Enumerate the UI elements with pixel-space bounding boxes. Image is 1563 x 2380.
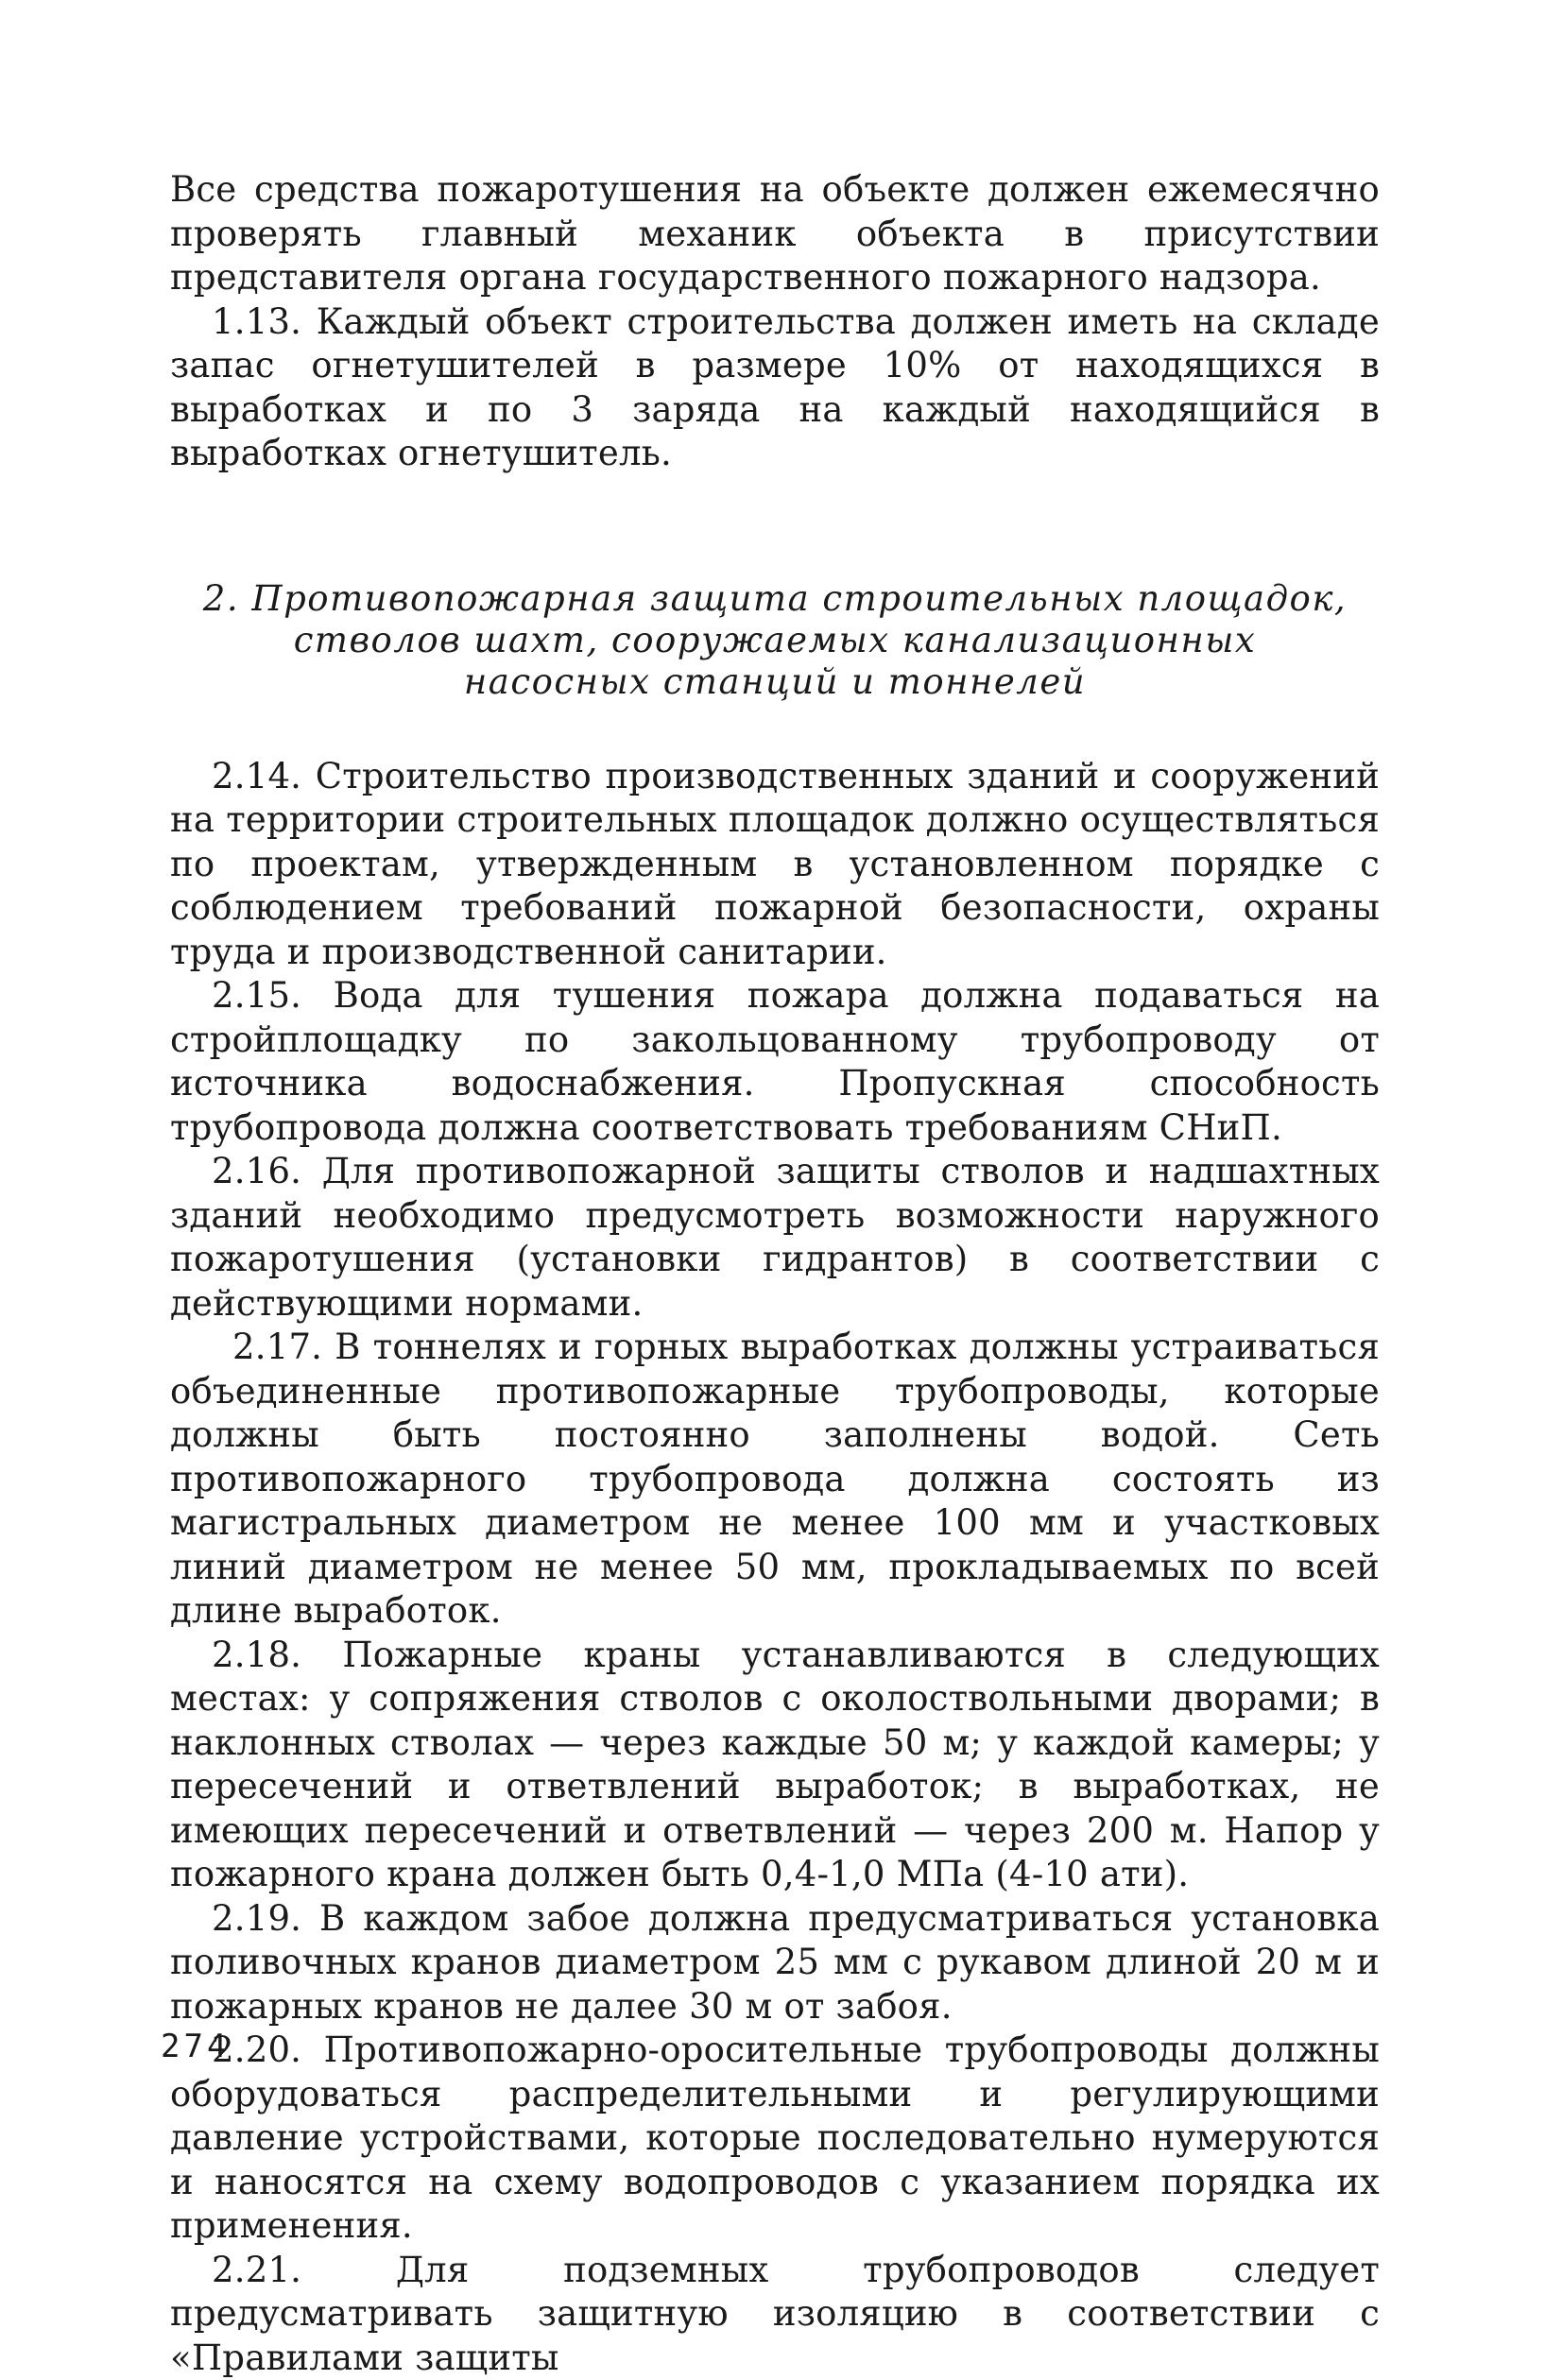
paragraph-2-20: 2.20. Противопожарно-оросительные трубопроводы должны оборудоваться распределительными и регулирующими давление устройствами, которые последовательно нумеруются и наносятся на схему водопроводов с указанием порядка их применения.	[170, 2029, 1380, 2249]
document-page	[170, 168, 1380, 2380]
paragraph-2-19: 2.19. В каждом забое должна предусматриваться установка поливочных кранов диаметром 25 мм с рукавом длиной 20 м и пожарных кранов не далее 30 м от забоя.	[170, 1897, 1380, 2029]
paragraph-2-14: 2.14. Строительство производственных зданий и сооружений на территории строительных площадок должно осуществляться по проектам, утвержденным в установленном порядке с соблюдением требований пожарной безопасности, охраны труда и производственной санитарии.	[170, 755, 1380, 975]
page-number: 274	[161, 2028, 230, 2065]
section-heading-line-1: 2. Противопожарная защита строительных площадок,	[170, 578, 1380, 620]
section-heading-line-3: насосных станций и тоннелей	[170, 661, 1380, 703]
paragraph-1-13: 1.13. Каждый объект строительства должен иметь на складе запас огнетушителей в размере 10% от находящихся в выработках и по 3 заряда на каждый находящийся в выработках огнетушитель.	[170, 300, 1380, 476]
paragraph-2-15: 2.15. Вода для тушения пожара должна подаваться на стройплощадку по закольцованному трубопроводу от источника водоснабжения. Пропускная способность трубопровода должна соответствовать требованиям СНиП.	[170, 974, 1380, 1150]
paragraph-2-18: 2.18. Пожарные краны устанавливаются в следующих местах: у сопряжения стволов с околоствольными дворами; в наклонных стволах — через каждые 50 м; у каждой камеры; у пересечений и ответвлений выработок; в выработках, не имеющих пересечений и ответвлений — через 200 м. Напор у пожарного крана должен быть 0,4-1,0 МПа (4-10 ати).	[170, 1634, 1380, 1897]
paragraph-2-17: 2.17. В тоннелях и горных выработках должны устраиваться объединенные противопожарные трубопроводы, которые должны быть постоянно заполнены водой. Сеть противопожарного трубопровода должна состоять из магистральных диаметром не менее 100 мм и участковых линий диаметром не менее 50 мм, прокладываемых по всей длине выработок.	[170, 1326, 1380, 1634]
section-heading	[170, 578, 1380, 703]
paragraph-2-21: 2.21. Для подземных трубопроводов следует предусматривать защитную изоляцию в соответствии с «Правилами защиты	[170, 2249, 1380, 2380]
paragraph-2-16: 2.16. Для противопожарной защиты стволов и надшахтных зданий необходимо предусмотреть возможности наружного пожаротушения (установки гидрантов) в соответствии с действующими нормами.	[170, 1150, 1380, 1326]
section-heading-line-2: стволов шахт, сооружаемых канализационных	[170, 620, 1380, 661]
paragraph-intro: Все средства пожаротушения на объекте должен ежемесячно проверять главный механик объекта в присутствии представителя органа государственного пожарного надзора.	[170, 168, 1380, 300]
